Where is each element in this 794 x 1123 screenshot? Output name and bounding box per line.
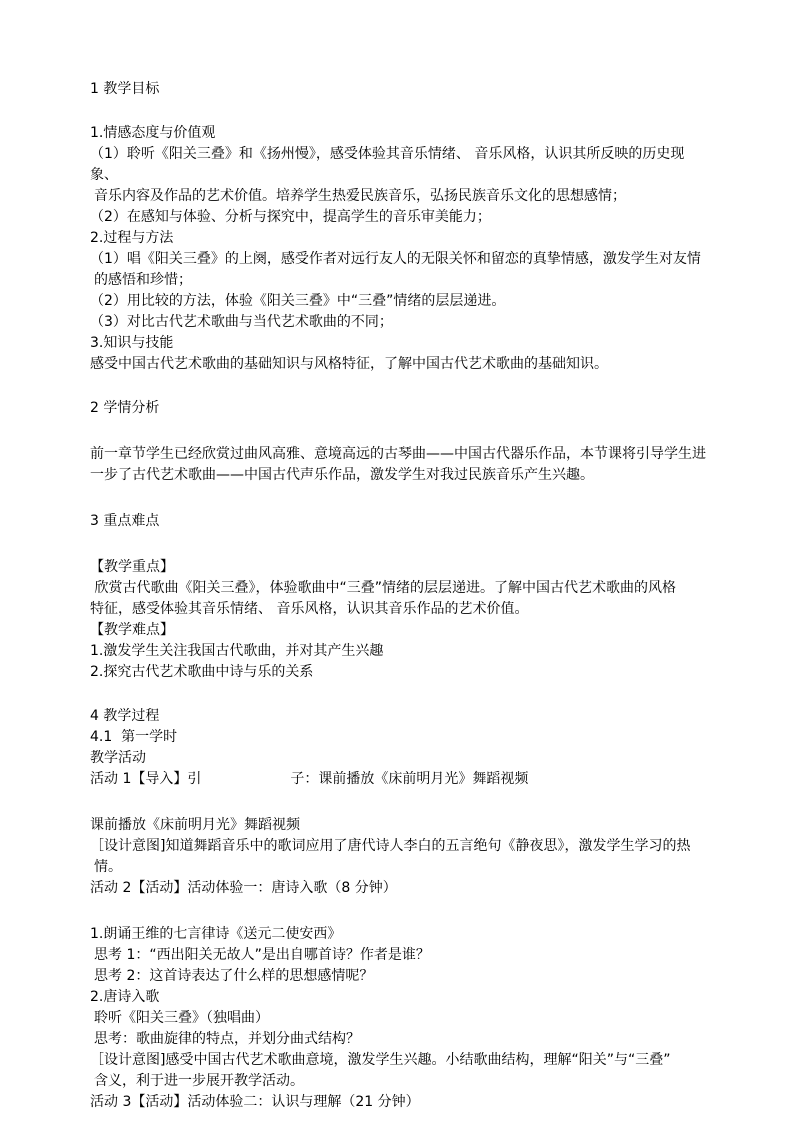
paragraph-line: 思考 2：这首诗表达了什么样的思想感情呢？ — [94, 968, 374, 984]
activity-1-title: 活动 1【导入】引 子：课前播放《床前明月光》舞蹈视频 — [90, 771, 529, 787]
paragraph-line: ［设计意图]知道舞蹈音乐中的歌词应用了唐代诗人李白的五言绝句《静夜思》，激发学生学习的热 — [90, 838, 691, 854]
section-heading-objectives: 1 教学目标 — [90, 81, 160, 97]
paragraph-line: 聆听《阳关三叠》（独唱曲） — [94, 1010, 269, 1026]
subheading-skills: 3.知识与技能 — [90, 335, 174, 351]
activity-3-title: 活动 3【活动】活动体验二：认识与理解（21 分钟） — [90, 1094, 420, 1110]
paragraph-line: 2.唐诗入歌 — [90, 989, 160, 1005]
paragraph-line: 前一章节学生已经欣赏过曲风高雅、意境高远的古琴曲——中国古代器乐作品，本节课将引导学生进 — [90, 446, 706, 462]
paragraph-line: 一步了古代艺术歌曲——中国古代声乐作品，激发学生对我过民族音乐产生兴趣。 — [90, 467, 594, 483]
activity-2-title: 活动 2【活动】活动体验一：唐诗入歌（8 分钟） — [90, 880, 397, 896]
paragraph-line: （1）聆听《阳关三叠》和《扬州慢》，感受体验其音乐情绪、 音乐风格，认识其所反映的历史现象、 — [90, 146, 685, 183]
paragraph-line: 课前播放《床前明月光》舞蹈视频 — [90, 817, 300, 833]
paragraph-line: 思考 1：“西出阳关无故人”是出自哪首诗？作者是谁？ — [94, 947, 430, 963]
paragraph-line: （3）对比古代艺术歌曲与当代艺术歌曲的不同； — [90, 314, 393, 330]
subheading-emotion: 1.情感态度与价值观 — [90, 125, 216, 141]
paragraph-line: 音乐内容及作品的艺术价值。培养学生热爱民族音乐，弘扬民族音乐文化的思想感情； — [94, 188, 626, 204]
paragraph-line: 2.探究古代艺术歌曲中诗与乐的关系 — [90, 664, 314, 680]
paragraph-line: 思考：歌曲旋律的特点，并划分曲式结构？ — [94, 1031, 360, 1047]
paragraph-line: 1.朗诵王维的七言律诗《送元二使安西》 — [90, 926, 342, 942]
section-heading-process: 4 教学过程 — [90, 708, 160, 724]
paragraph-line: （2）用比较的方法，体验《阳关三叠》中“三叠”情绪的层层递进。 — [90, 293, 506, 309]
paragraph-line: （2）在感知与体验、分析与探究中，提高学生的音乐审美能力； — [90, 209, 491, 225]
subheading-process: 2.过程与方法 — [90, 230, 174, 246]
paragraph-line: 的感悟和珍惜； — [94, 272, 192, 288]
paragraph-line: 特征，感受体验其音乐情绪、 音乐风格，认识其音乐作品的艺术价值。 — [90, 601, 529, 617]
key-points-label: 【教学重点】 — [90, 559, 174, 575]
paragraph-line: 情。 — [94, 859, 122, 875]
paragraph-line: ［设计意图]感受中国古代艺术歌曲意境，激发学生兴趣。小结歌曲结构，理解“阳关”与“三叠” — [90, 1052, 671, 1068]
subsection-heading: 4.1 第一学时 — [90, 729, 178, 745]
paragraph-line: 欣赏古代歌曲《阳关三叠》，体验歌曲中“三叠”情绪的层层递进。了解中国古代艺术歌曲的风格 — [90, 580, 676, 596]
paragraph-line: （1）唱《阳关三叠》的上阕，感受作者对远行友人的无限关怀和留恋的真挚情感，激发学生对友情 — [90, 251, 701, 267]
paragraph-line: 含义，利于进一步展开教学活动。 — [94, 1073, 304, 1089]
activities-title: 教学活动 — [90, 750, 146, 766]
section-heading-key-points: 3 重点难点 — [90, 513, 160, 529]
document-body — [90, 79, 710, 1113]
section-heading-analysis: 2 学情分析 — [90, 400, 160, 416]
paragraph-line: 1.激发学生关注我国古代歌曲，并对其产生兴趣 — [90, 643, 384, 659]
difficulties-label: 【教学难点】 — [90, 622, 174, 638]
paragraph-line: 感受中国古代艺术歌曲的基础知识与风格特征，了解中国古代艺术歌曲的基础知识。 — [90, 356, 608, 372]
